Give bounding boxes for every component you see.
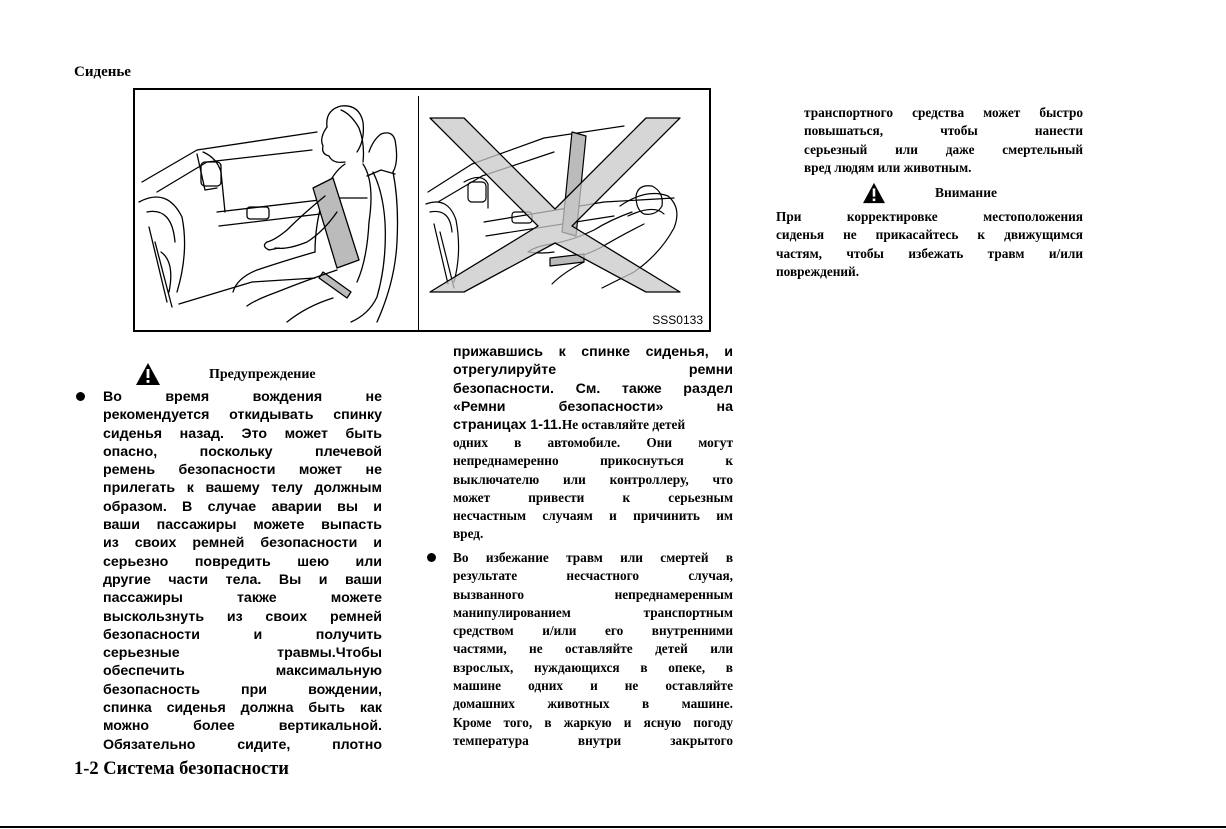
text-line: сиденья назад. Это может быть (103, 425, 382, 442)
text-line: взрослых, нуждающихся в опеке, в (453, 659, 733, 675)
text-line: При корректировке местоположения (776, 209, 1083, 224)
text-line: безопасности. См. также раздел (453, 380, 733, 397)
text-line: ваши пассажиры можете выпасть (103, 517, 382, 534)
text-line: манипулированием транспортным (453, 604, 733, 620)
text-line: образом. В случае аварии вы и (103, 498, 382, 515)
text-line: серьезный или даже смертельный (804, 141, 1083, 157)
text-line: отрегулируйте ремни (453, 362, 733, 379)
warning-paragraph (103, 388, 382, 754)
text-line: Во избежание травм или смертей в (453, 550, 733, 565)
continued-paragraph-sans (453, 343, 733, 416)
bottom-rule (0, 826, 1226, 828)
text-line: безопасности и получить (103, 626, 382, 643)
figure-divider (418, 96, 419, 330)
text-line: сиденья не прикасайтесь к движущимся (776, 227, 1083, 243)
warning-triangle-icon (135, 362, 161, 386)
text-line: повреждений. (776, 263, 860, 279)
text-line: прижавшись к спинке сиденья, и (453, 344, 733, 360)
text-line: вред людям или животным. (804, 159, 972, 175)
text-line: непреднамеренно прикоснуться к (453, 453, 733, 469)
bullet-marker (427, 553, 436, 562)
text-line: выключателю или контроллеру, что (453, 471, 733, 487)
text-line: «Ремни безопасности» на (453, 398, 733, 415)
text-line: несчастным случаям и причинить им (453, 508, 733, 524)
text-line: температура внутри закрытого (453, 732, 733, 748)
text-line: можно более вертикальной. (103, 718, 382, 735)
text-line: вред. (453, 526, 484, 542)
text-line: повышаться, чтобы нанести (804, 123, 1083, 139)
illustration-upright-driver (137, 92, 417, 328)
text-line: частям, чтобы избежать травм и/или (776, 245, 1083, 261)
text-line: пассажиры также можете (103, 590, 382, 607)
text-line: машине одних и не оставляйте (453, 678, 733, 694)
mixed-line (453, 416, 733, 434)
text-line: серьезные травмы.Чтобы (103, 645, 382, 662)
text-line: частями, не оставляйте детей или (453, 641, 733, 657)
caution-triangle-icon (862, 182, 886, 204)
caution-paragraph (776, 208, 1083, 281)
warning-heading: Предупреждение (209, 367, 316, 382)
text-line: Во время вождения не (103, 389, 382, 405)
text-line: рекомендуется откидывать спинку (103, 407, 382, 424)
text-line: одних в автомобиле. Они могут (453, 435, 733, 450)
text-fragment: Не оставляйте детей (561, 417, 686, 432)
text-line: вызванного непреднамеренным (453, 586, 733, 602)
section-title: Сиденье (74, 64, 131, 80)
page-footer: 1-2 Система безопасности (74, 759, 289, 779)
text-line: домашних животных в машине. (453, 696, 733, 712)
bullet2-paragraph (453, 549, 733, 750)
text-line: опасно, поскольку плечевой (103, 443, 382, 460)
text-line: результате несчастного случая, (453, 568, 733, 584)
text-line: выскользнуть из своих ремней (103, 608, 382, 625)
text-line: Обязательно сидите, плотно (103, 736, 382, 753)
continued-paragraph-serif (453, 434, 733, 544)
text-line: средством и/или его внутренними (453, 623, 733, 639)
text-line: спинка сиденья должна быть как (103, 700, 382, 717)
text-line: безопасность при вождении, (103, 681, 382, 698)
text-line: Кроме того, в жаркую и ясную погоду (453, 714, 733, 730)
text-line: прилегать к вашему телу должным (103, 480, 382, 497)
text-line: ремень безопасности может не (103, 462, 382, 479)
illustration-reclined-driver (424, 112, 686, 296)
text-line: другие части тела. Вы и ваши (103, 571, 382, 588)
text-line: из своих ремней безопасности и (103, 535, 382, 552)
continued-paragraph-right (804, 104, 1083, 177)
caution-heading: Внимание (935, 185, 997, 200)
figure-code: SSS0133 (652, 313, 703, 327)
text-line: серьезно повредить шею или (103, 553, 382, 570)
text-line: транспортного средства может быстро (804, 105, 1083, 120)
text-line: может привести к серьезным (453, 489, 733, 505)
bullet-marker (76, 392, 85, 401)
text-line: обеспечить максимальную (103, 663, 382, 680)
page-reference: страницах 1-11. (453, 417, 562, 433)
